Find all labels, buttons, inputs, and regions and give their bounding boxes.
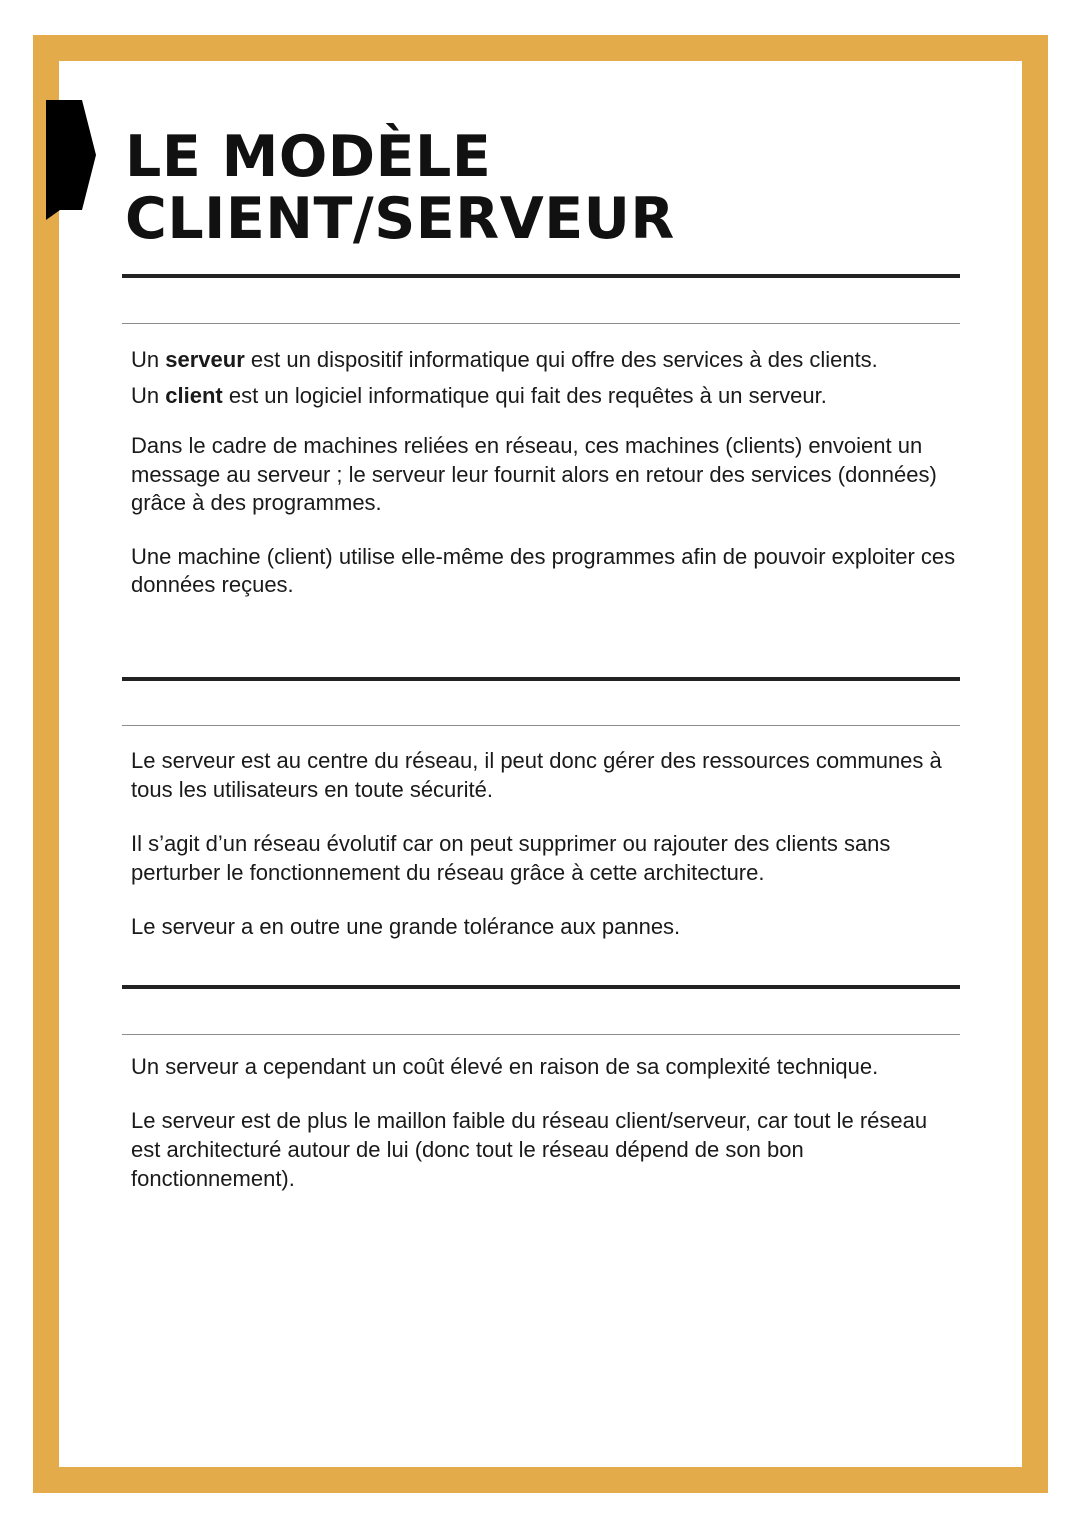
advantage-scalable: Il s’agit d’un réseau évolutif car on peut supprimer ou rajouter des clients sans perturber le fonctionnement du réseau grâce à cette architecture. — [131, 831, 891, 885]
disadvantage-cost: Un serveur a cependant un coût élevé en raison de sa complexité technique. — [131, 1054, 879, 1079]
section-definitions — [131, 342, 961, 625]
page-title-line-1: LE MODÈLE — [125, 124, 492, 190]
section-2-divider — [122, 985, 960, 989]
advantage-fault-tolerance: Le serveur a en outre une grande tolérance aux pannes. — [131, 914, 681, 939]
section-3-top-rule — [122, 1034, 960, 1035]
section-1-divider — [122, 677, 960, 681]
section-advantages — [131, 746, 961, 966]
page-title — [125, 126, 675, 250]
section-1-top-rule — [122, 323, 960, 324]
client-usage-paragraph: Une machine (client) utilise elle-même des programmes afin de pouvoir exploiter ces données reçues. — [131, 543, 956, 597]
client-term: client — [165, 383, 223, 408]
advantage-central: Le serveur est au centre du réseau, il peut donc gérer des ressources communes à tous les utilisateurs en toute sécurité. — [131, 748, 942, 802]
server-term: serveur — [165, 347, 245, 372]
client-definition: Un client est un logiciel informatique qui fait des requêtes à un serveur. — [131, 383, 827, 408]
title-marker-icon — [46, 100, 96, 220]
disadvantage-weak-link: Le serveur est de plus le maillon faible du réseau client/serveur, car tout le réseau est architecturé autour de lui (donc tout le réseau dépend de son bon fonctionnement). — [131, 1108, 928, 1191]
network-paragraph: Dans le cadre de machines reliées en réseau, ces machines (clients) envoient un message au serveur ; le serveur leur fournit alors en retour des services (données) grâce à des programmes. — [131, 433, 937, 515]
server-definition: Un serveur est un dispositif informatique qui offre des services à des clients. — [131, 347, 878, 372]
section-disadvantages — [131, 1052, 961, 1218]
page-title-line-2: CLIENT/SERVEUR — [125, 186, 675, 252]
section-2-top-rule — [122, 725, 960, 726]
title-divider — [122, 274, 960, 278]
